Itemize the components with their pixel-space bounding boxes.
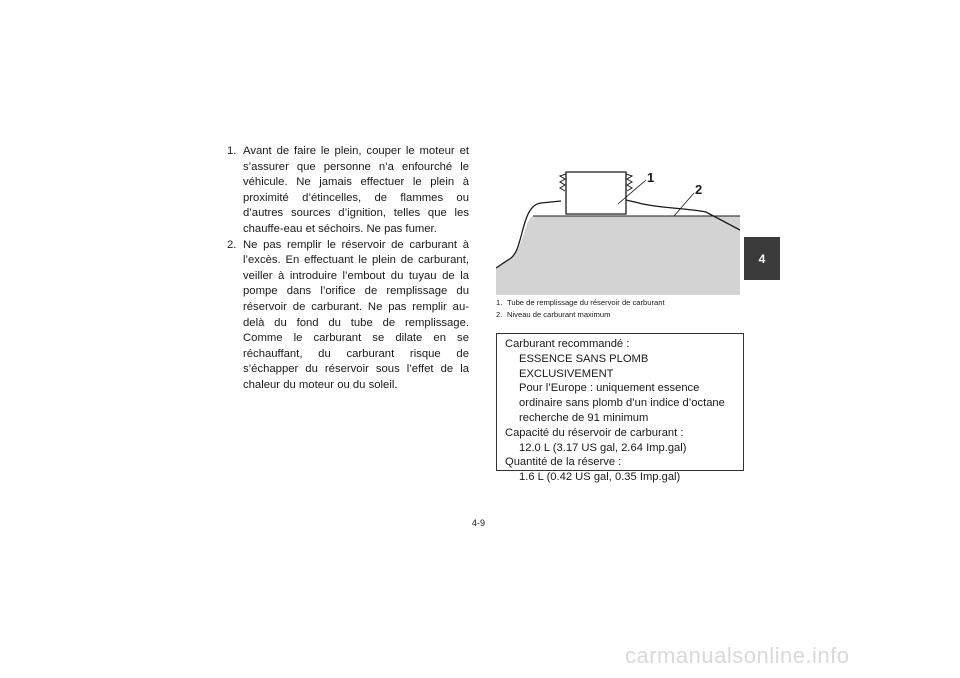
callout-1: 1 <box>647 170 655 185</box>
filler-neck-left-thread <box>560 174 566 191</box>
caption-item <box>496 309 746 321</box>
callout-2-leader <box>674 193 694 216</box>
refuel-instructions <box>227 144 469 394</box>
callout-2: 2 <box>695 182 703 197</box>
figure-caption <box>496 297 746 320</box>
fuel-tank-diagram <box>496 160 740 295</box>
caption-text: Tube de remplissage du réservoir de carburant <box>507 298 665 307</box>
fuel-spec-box <box>496 333 744 484</box>
caption-number: 1. <box>496 298 503 307</box>
tank-capacity-value: 12.0 L (3.17 US gal, 2.64 Imp.gal) <box>519 441 687 454</box>
filler-tube <box>566 172 626 214</box>
chapter-tab: 4 <box>744 237 780 280</box>
caption-text: Niveau de carburant maximum <box>507 309 611 319</box>
instruction-text: Avant de faire le plein, couper le moteur et s’assurer que personne n’a enfourché le véhicule. Ne jamais effectuer le plein à proximité d’étincelles, de flammes ou d’autres sources d’ignition, telles que les chauffe-eau et séchoirs. Ne pas fumer. <box>243 145 469 235</box>
caption-number: 2. <box>496 309 503 319</box>
recommended-fuel-value: ESSENCE SANS PLOMB EXCLUSIVEMENT <box>519 352 649 380</box>
watermark: carmanualsonline.info <box>625 643 850 668</box>
filler-neck-right-thread <box>626 174 632 191</box>
instruction-item <box>227 144 469 238</box>
instruction-number: 1. <box>227 145 237 157</box>
fuel-area <box>496 216 740 295</box>
europe-fuel-note: Pour l’Europe : uniquement essence ordinaire sans plomb d’un indice d’octane recherche de 91 minimum <box>519 382 725 424</box>
page-number: 4-9 <box>472 518 486 528</box>
tank-capacity-label: Capacité du réservoir de carburant : <box>505 426 684 439</box>
instruction-number: 2. <box>227 238 237 251</box>
instruction-text: Ne pas remplir le réservoir de carburant à l’excès. En effectuant le plein de carburant, veiller à introduire l’embout du tuyau de la pompe dans l’orifice de remplissage du réservoir de carburant. Ne pas remplir au-delà du fond du tube de remplissage. Comme le carburant se dilate en se réchauffant, du carburant risque de s’échapper du réservoir sous l’effet de la chaleur du moteur ou du soleil. <box>243 238 469 391</box>
caption-item <box>496 297 746 309</box>
instruction-item <box>227 238 469 394</box>
recommended-fuel-label: Carburant recommandé : <box>505 338 630 350</box>
reserve-value: 1.6 L (0.42 US gal, 0.35 Imp.gal) <box>519 471 681 484</box>
reserve-label: Quantité de la réserve : <box>505 456 622 469</box>
